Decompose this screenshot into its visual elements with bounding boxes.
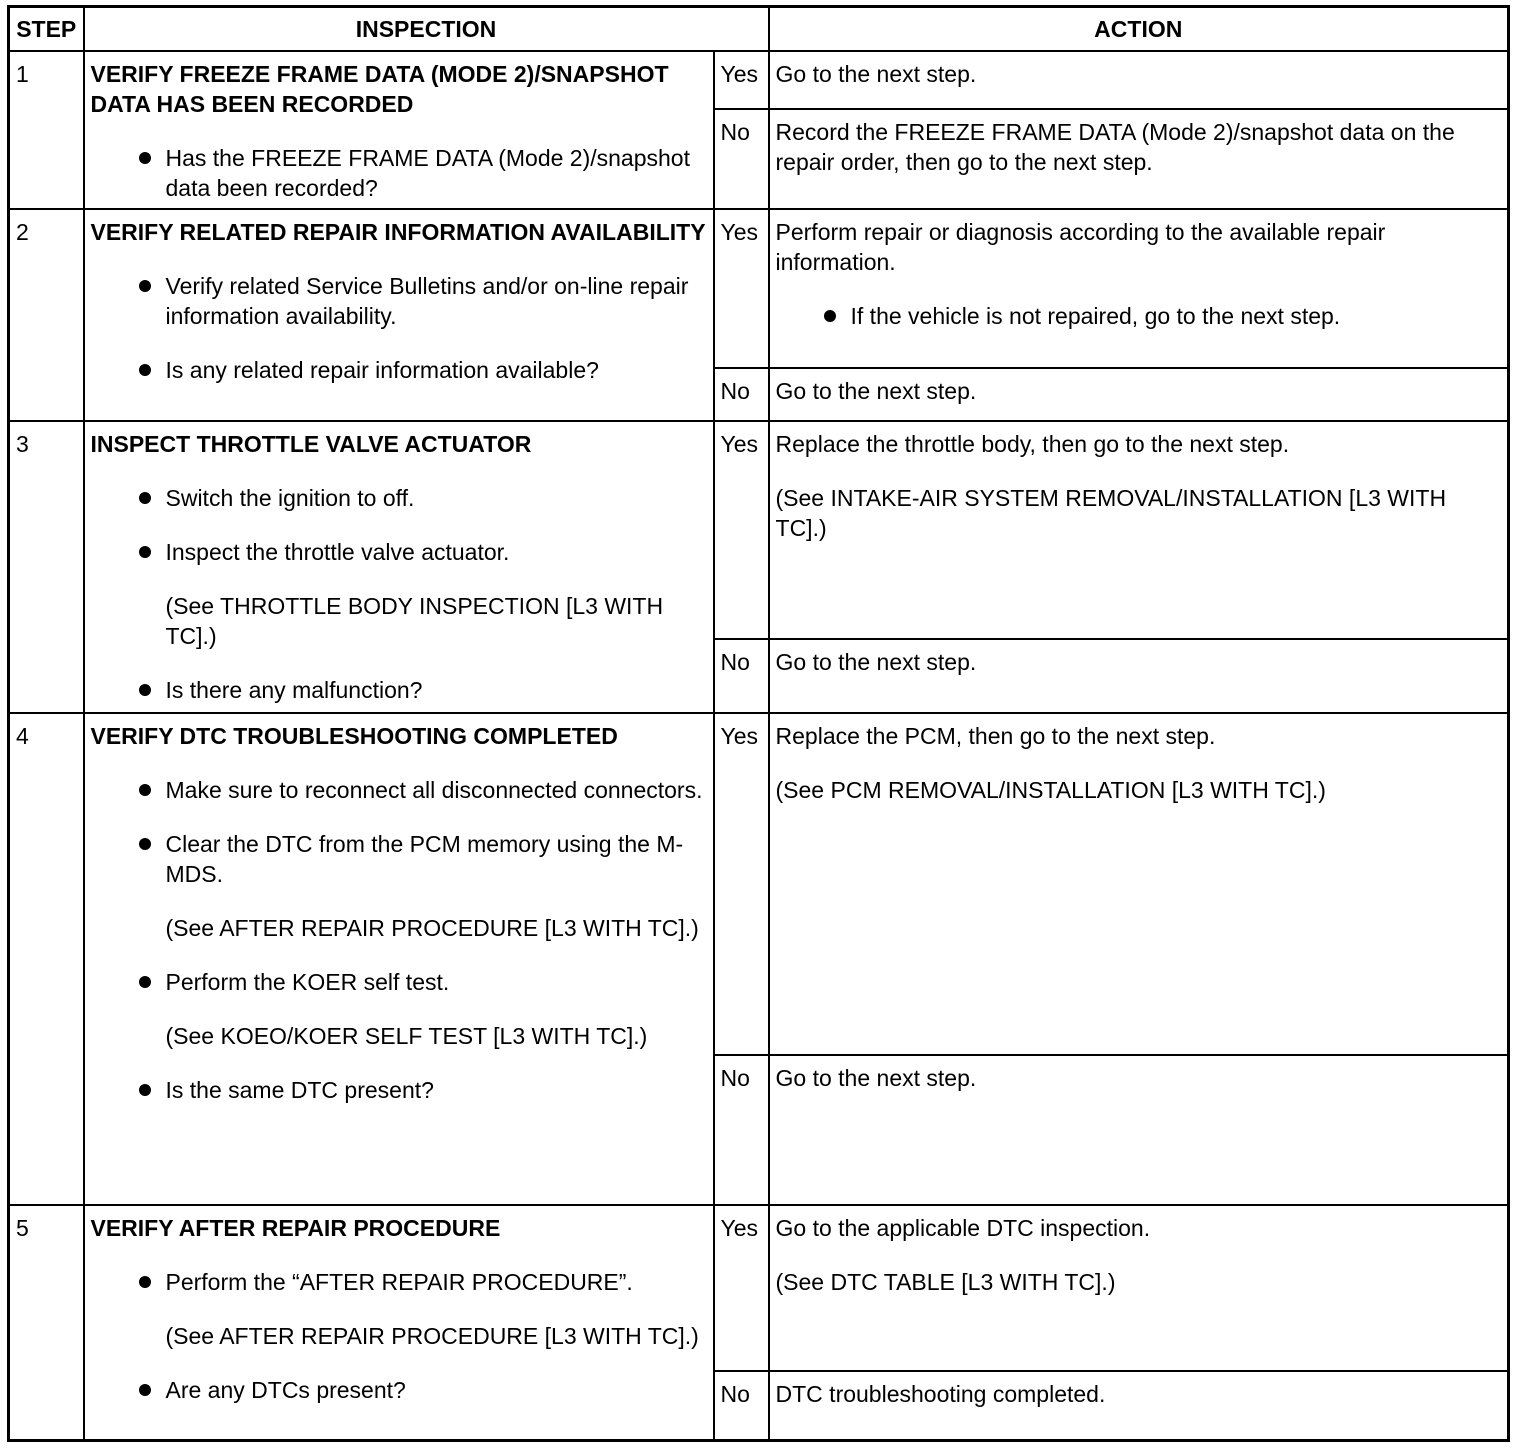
inspection-title: VERIFY RELATED REPAIR INFORMATION AVAILABILITY: [90, 218, 706, 245]
yes-action: Replace the throttle body, then go to the next step.: [775, 430, 1290, 457]
no-action: Record the FREEZE FRAME DATA (Mode 2)/snapshot data on the repair order, then go to the next step.: [769, 109, 1509, 209]
yes-action-cell: [769, 421, 1509, 639]
table-row: [9, 421, 1509, 639]
inspection-cell: [84, 713, 714, 1205]
inspection-cell: [84, 1205, 714, 1441]
yes-label: Yes: [714, 421, 769, 639]
yes-action: Go to the applicable DTC inspection.: [775, 1214, 1151, 1241]
no-action: Go to the next step.: [769, 639, 1509, 713]
inspection-item: Has the FREEZE FRAME DATA (Mode 2)/snapshot data been recorded?: [139, 143, 707, 203]
no-label: No: [714, 639, 769, 713]
yes-label: Yes: [714, 1205, 769, 1371]
table-row: [9, 1205, 1509, 1371]
inspection-reference: (See AFTER REPAIR PROCEDURE [L3 WITH TC].): [165, 914, 699, 941]
inspection-title: VERIFY AFTER REPAIR PROCEDURE: [90, 1214, 501, 1241]
inspection-item: Clear the DTC from the PCM memory using the M-MDS.: [139, 829, 707, 889]
no-action: Go to the next step.: [769, 1055, 1509, 1205]
inspection-title: VERIFY FREEZE FRAME DATA (MODE 2)/SNAPSHOT DATA HAS BEEN RECORDED: [90, 60, 669, 117]
inspection-item: Is any related repair information available?: [139, 355, 707, 385]
inspection-item: Verify related Service Bulletins and/or on-line repair information availability.: [139, 271, 707, 331]
yes-action-reference: (See INTAKE-AIR SYSTEM REMOVAL/INSTALLATION [L3 WITH TC].): [775, 484, 1447, 541]
inspection-reference: (See THROTTLE BODY INSPECTION [L3 WITH TC].): [165, 592, 664, 649]
inspection-item: Is there any malfunction?: [139, 675, 707, 705]
step-number: 5: [9, 1205, 84, 1441]
yes-action-reference: (See DTC TABLE [L3 WITH TC].): [775, 1268, 1116, 1295]
no-label: No: [714, 368, 769, 421]
step-number: 2: [9, 209, 84, 421]
inspection-item: Make sure to reconnect all disconnected connectors.: [139, 775, 707, 805]
inspection-item: Perform the KOER self test.: [139, 967, 707, 997]
inspection-title: VERIFY DTC TROUBLESHOOTING COMPLETED: [90, 722, 618, 749]
yes-action-cell: [769, 1205, 1509, 1371]
inspection-title: INSPECT THROTTLE VALVE ACTUATOR: [90, 430, 532, 457]
yes-action-bullet: If the vehicle is not repaired, go to the next step.: [824, 301, 1502, 331]
header-step: STEP: [9, 7, 84, 51]
header-action: ACTION: [769, 7, 1509, 51]
inspection-item: Switch the ignition to off.: [139, 483, 707, 513]
yes-label: Yes: [714, 51, 769, 109]
step-number: 1: [9, 51, 84, 209]
yes-action-reference: (See PCM REMOVAL/INSTALLATION [L3 WITH TC].): [775, 776, 1326, 803]
inspection-item: Perform the “AFTER REPAIR PROCEDURE”.: [139, 1267, 707, 1297]
inspection-cell: [84, 51, 714, 209]
no-action: DTC troubleshooting completed.: [769, 1371, 1509, 1441]
inspection-reference: (See AFTER REPAIR PROCEDURE [L3 WITH TC].): [165, 1322, 699, 1349]
no-action: Go to the next step.: [769, 368, 1509, 421]
no-label: No: [714, 109, 769, 209]
yes-action-cell: [769, 209, 1509, 368]
yes-label: Yes: [714, 209, 769, 368]
yes-action: Replace the PCM, then go to the next step.: [775, 722, 1216, 749]
table-row: [9, 713, 1509, 1055]
inspection-cell: [84, 421, 714, 713]
step-number: 4: [9, 713, 84, 1205]
diagnostic-procedure-table: [7, 5, 1510, 1442]
table-row: [9, 209, 1509, 368]
yes-action: Go to the next step.: [769, 51, 1509, 109]
table-row: [9, 51, 1509, 109]
inspection-item: Inspect the throttle valve actuator.: [139, 537, 707, 567]
inspection-cell: [84, 209, 714, 421]
yes-label: Yes: [714, 713, 769, 1055]
no-label: No: [714, 1371, 769, 1441]
yes-action-cell: [769, 713, 1509, 1055]
inspection-item: Is the same DTC present?: [139, 1075, 707, 1105]
inspection-item: Are any DTCs present?: [139, 1375, 707, 1405]
no-label: No: [714, 1055, 769, 1205]
yes-action: Perform repair or diagnosis according to the available repair information.: [775, 218, 1386, 275]
header-inspection: INSPECTION: [84, 7, 769, 51]
inspection-reference: (See KOEO/KOER SELF TEST [L3 WITH TC].): [165, 1022, 648, 1049]
step-number: 3: [9, 421, 84, 713]
